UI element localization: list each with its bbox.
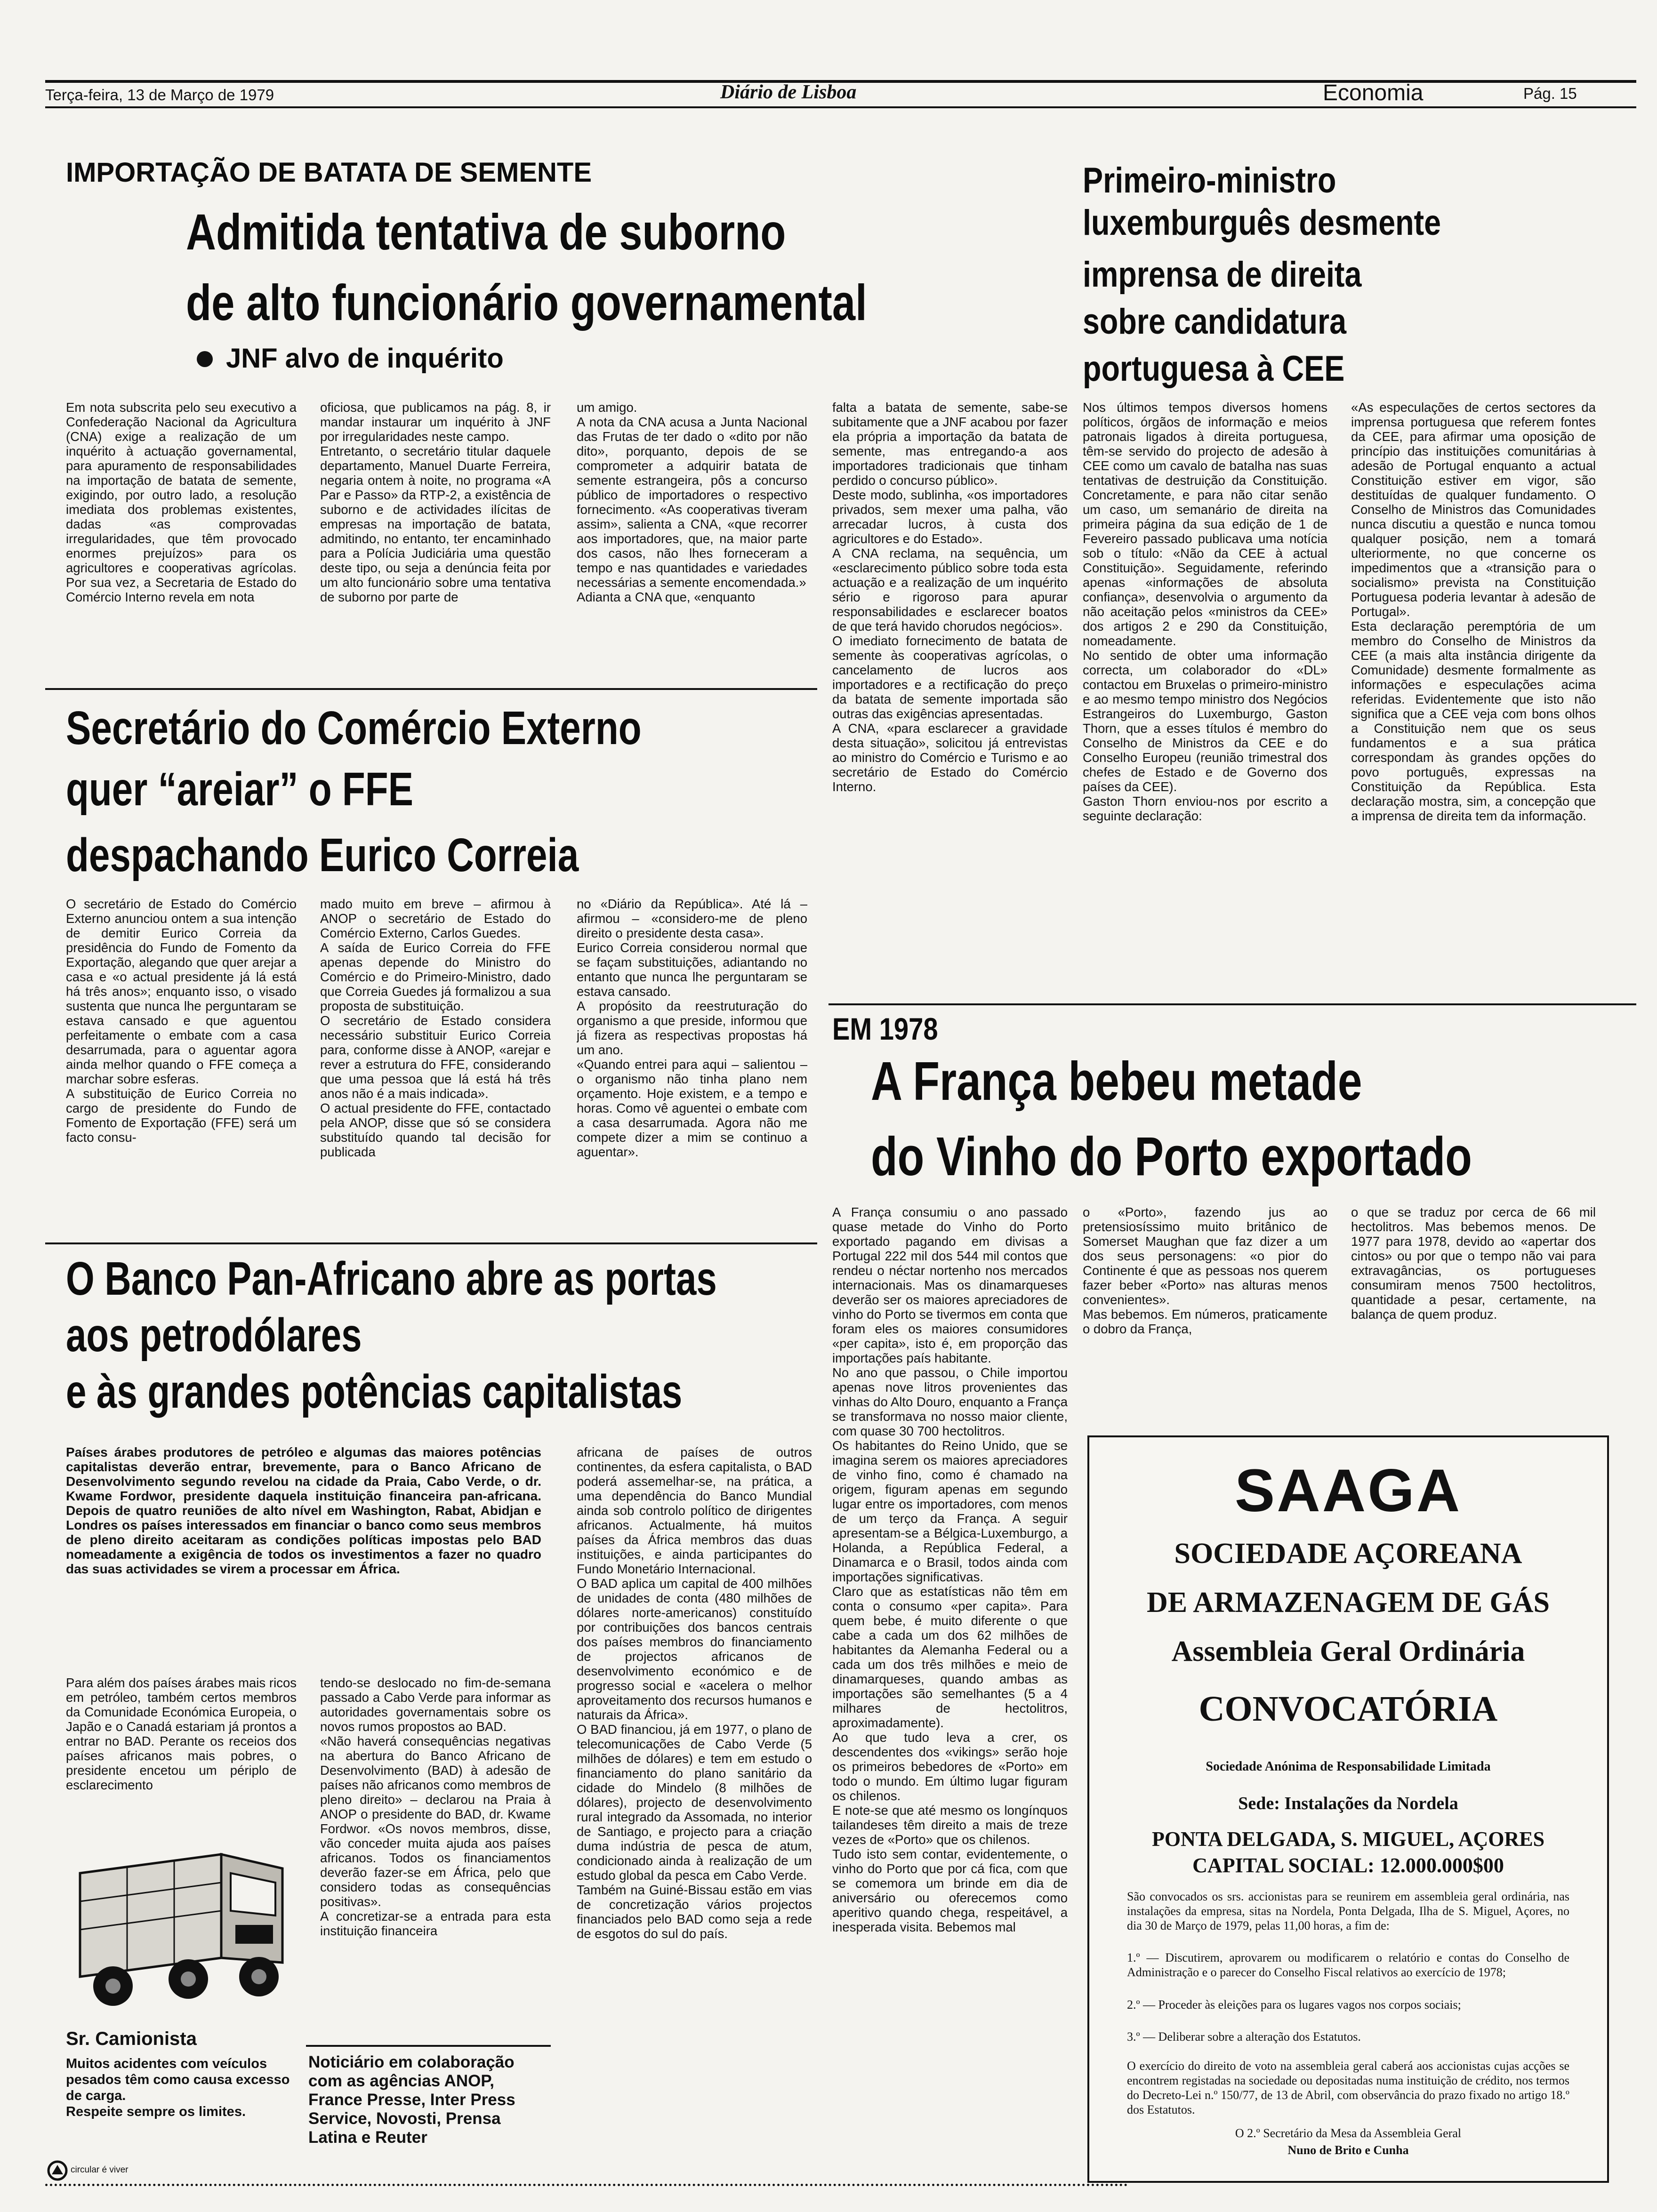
comercio-col-1: O secretário de Estado do Comércio Externo anunciou ontem a sua intenção de demitir Eurico Correia da presidência do Fundo de Fomento da Exportação, alegando que quer arejar a casa e «o actual presidente já lá está há três anos»; enquanto isso, o visado sustenta que nunca lhe perguntaram se estava cansado e que aguentou perfeitamente o embate com a casa desarrumada, para o aguentar agora ainda melhor quando o FFE começa a marchar sobre esferas. A substituição de Eurico Correia no cargo de presidente do Fundo de Fomento de Exportação (FFE) será um facto consu- — [66, 897, 297, 1145]
comercio-col-2: mado muito em breve – afirmou à ANOP o secretário de Estado do Comércio Externo, Carlos Guedes. A saída de Eurico Correia do FFE apenas depende do Ministro do Comércio e do Primeiro-Ministro, dado que Correia Guedes já formalizou a sua proposta de substituição. O secretário de Estado considera necessário substituir Eurico Correia para, conforme disse à ANOP, «arejar e rever a estrutura do FFE, considerando que uma pessoa que lá está há três anos não é a mais indicada». O actual presidente do FFE, contactado pela ANOP, disse que só se considera substituído quando tal decisão for publicada — [320, 897, 551, 1159]
lux-headline-5: portuguesa à CEE — [1083, 349, 1345, 389]
lux-headline-4: sobre candidatura — [1083, 302, 1347, 342]
vinho-col-1: A França consumiu o ano passado quase metade do Vinho do Porto exportado pagando em divisas a Portugal 222 mil dos 544 mil contos que rendeu o néctar nortenho nos mercados internacionais. Mas os dinamarqueses deverão ser os maiores apreciadores de vinho do Porto se tivermos em conta que foram eles os maiores consumidores «per capita», isto é, em proporção das importações país habitante. No ano que passou, o Chile importou apenas nove litros provenientes das vinhas do Alto Douro, enquanto a França se transformava no nosso maior cliente, com quase 30 700 hectolitros. Os habitantes do Reino Unido, que se imagina serem os maiores apreciadores de vinho fino, como é chamado na origem, figuram apenas em segundo lugar entre os importadores, com menos de um terço da França. A seguir apresentam-se a Bélgica-Luxemburgo, a Holanda, a República Federal, a Dinamarca e o Brasil, todos ainda com importações significativas. Claro que as estatísticas não têm em conta o consumo «per capita». Para quem bebe, é muito diferente o que cabe a cada um dos 62 milhões de habitantes da Alemanha Federal ou a cada um dos três milhões e meio de dinamarqueses, quando ambas as importações são semelhantes (5 a 4 milhares de hectolitros, aproximadamente). Ao que tudo leva a crer, os descendentes dos «vikings» serão hoje os primeiros bebedores de «Porto» em todo o mundo. Em último lugar figuram os chilenos. E note-se que até mesmo os longínquos tailandeses têm direito a mais de treze vezes de «Porto» que os chilenos. Tudo isto sem contar, evidentemente, o vinho do Porto que por cá fica, com que se comemora um brinde em dia de aniversário ou oferecemos como aperitivo quando chega, respeitável, a inesperada visita. Bebemos mal — [832, 1205, 1068, 1934]
header-bottom-rule — [45, 106, 1636, 108]
lux-col-2: «As especulações de certos sectores da imprensa portuguesa que referem fontes da CEE, para afirmar uma oposição de princípio das instituições comunitárias à adesão de Portugal enquanto a actual Constituição estiver em vigor, são destituídas de qualquer fundamento. O Conselho de Ministros das Comunidades nunca discutiu a questão e nunca tomou qualquer posição, nem a tomará ulteriormente, no que concerne os impedimentos que a «transição para o socialismo» prevista na Constituição Portuguesa poderia levantar à adesão de Portugal». Esta declaração peremptória de um membro do Conselho de Ministros da CEE (a mais alta instância dirigente da Comunidade) desmente formalmente as informações e especulações acima referidas. Evidentemente que isto não significa que a CEE veja com bons olhos a Constituição nem que os seus fundamentos e a sua prática correspondam às grandes opções do povo português, expressas na Constituição da República. Esta declaração mostra, sim, a concepção que a imprensa de direita tem da informação. — [1351, 400, 1596, 823]
lux-headline-1: Primeiro-ministro — [1083, 160, 1336, 200]
comercio-col-3: no «Diário da República». Até lá – afirmou – «considero-me de pleno direito o presidente desta casa». Eurico Correia considerou normal que se façam substituições, adiantando no entanto que nunca lhe perguntaram se estava cansado. A propósito da reestruturação do organismo a que preside, informou que já fizera as respectivas propostas há um ano. «Quando entrei para aqui – salientou – o organismo não tinha plano nem orçamento. Hoje existem, e a tempo e horas. Como vê aguentei o embate com a casa desarrumada. Agora não me compete dizer a mim se continuo a aguentar». — [577, 897, 807, 1159]
saaga-item-1: 1.º — Discutirem, aprovarem ou modificarem o relatório e contas do Conselho de Administração e o parecer do Conselho Fiscal relativos ao exercício de 1978; — [1127, 1951, 1569, 1979]
batata-col-3: um amigo. A nota da CNA acusa a Junta Nacional das Frutas de ter dado o «dito por não dito», porquanto, depois de se comprometer a adquirir batata de semente estrangeira, pôs a concurso público de importadores o respectivo fornecimento. «As cooperativas tiveram assim», salienta a CNA, «que recorrer aos importadores, que, na maior parte dos casos, não lhes forneceram a tempo e nas quantidades e variedades necessárias a semente encomendada.» Adianta a CNA que, «enquanto — [577, 400, 807, 604]
banco-headline-3: e às grandes potências capitalistas — [66, 1365, 683, 1418]
vinho-col-3: o que se traduz por cerca de 66 mil hectolitros. Mas bebemos menos. De 1977 para 1978, devido ao «apertar dos cintos» ou por que o tempo não vai para extravagâncias, os portugueses consumiram menos 7500 hectolitros, quantidade a pesar, certamente, na balança de quem produz. — [1351, 1205, 1596, 1322]
saaga-sede: Sede: Instalações da Nordela — [1238, 1794, 1458, 1813]
lux-col-1: Nos últimos tempos diversos homens políticos, órgãos de informação e meios patronais ligados à direita portuguesa, têm-se servido do projecto de adesão à CEE como um cavalo de batalha nas suas tentativas de destruição da Constituição. Concretamente, e para não citar senão um caso, um semanário de direita na primeira página da sua edição de 1 de Fevereiro passado publicava uma notícia sob o título: «Não da CEE à actual Constituição». Seguidamente, referindo apenas «informações de absoluta confiança», desenvolvia o argumento da não aceitação pelos «ministros da CEE» dos artigos 2 e 290 da Constituição, nomeadamente. No sentido de obter uma informação correcta, um colaborador do «DL» contactou em Bruxelas o primeiro-ministro e ao mesmo tempo ministro dos Negócios Estrangeiros do Luxemburgo, Gaston Thorn, que a esses títulos é membro do Conselho de Ministros da CEE e do Conselho Europeu (reunião trimestral dos chefes de Estado e de Governo dos países da CEE). Gaston Thorn enviou-nos por escrito a seguinte declaração: — [1083, 400, 1327, 823]
saaga-signature-2: Nuno de Brito e Cunha — [1287, 2143, 1409, 2157]
bottom-dotted-rule — [45, 2184, 1128, 2186]
truck-illustration — [61, 1835, 301, 2033]
vinho-kicker: EM 1978 — [832, 1011, 938, 1046]
vinho-headline-1: A França bebeu metade — [871, 1050, 1362, 1112]
noticiario-top-rule — [306, 2045, 551, 2047]
batata-headline-2: de alto funcionário governamental — [186, 274, 867, 331]
banco-top-rule — [45, 1242, 817, 1244]
banco-col-2: tendo-se deslocado no fim-de-semana passado a Cabo Verde para informar as autoridades governamentais sobre os novos rumos propostos ao BAD. «Não haverá consequências negativas na abertura do Banco Africano de Desenvolvimento (BAD) à adesão de países não africanos como membros de pleno direito» – declarou na Praia à ANOP o presidente do BAD, dr. Kwame Fordwor. «Os novos membros, disse, vão conceder muita ajuda aos países africanos. Todos os financiamentos deverão fazer-se em África, pelo que considero todas as consequências positivas». A concretizar-se a entrada para esta instituição financeira — [320, 1675, 551, 1938]
circulation-logo-text: circular é viver — [71, 2165, 129, 2175]
page-number: Pág. 15 — [1523, 85, 1577, 102]
comercio-headline-3: despachando Eurico Correia — [66, 829, 579, 882]
saaga-ad — [1087, 1435, 1609, 2183]
saaga-title: SAAGA — [1234, 1457, 1462, 1524]
saaga-signature-1: O 2.º Secretário da Mesa da Assembleia Geral — [1235, 2126, 1462, 2140]
comercio-headline-2: quer “areiar” o FFE — [66, 763, 413, 816]
banco-headline-1: O Banco Pan-Africano abre as portas — [66, 1252, 717, 1305]
saaga-item-3: 3.º — Deliberar sobre a alteração dos Estatutos. — [1127, 2030, 1361, 2044]
batata-col-1: Em nota subscrita pelo seu executivo a Confederação Nacional da Agricultura (CNA) exige a realização de um inquérito à actuação governamental, para apuramento de responsabilidades na importação de batata de semente, exigindo, por outro lado, a resolução imediata dos problemas existentes, dadas «as comprovadas irregularidades, que têm provocado enormes prejuízos» para os agricultores e cooperativas agrícolas. Por sua vez, a Secretaria de Estado do Comércio Interno revela em nota — [66, 400, 297, 604]
noticiario-box: Noticiário em colaboração com as agências ANOP, France Presse, Inter Press Service, Novosti, Prensa Latina e Reuter — [308, 2053, 515, 2147]
batata-headline-1: Admitida tentativa de suborno — [186, 203, 786, 260]
circulation-logo-icon — [47, 2160, 68, 2181]
banco-col-3: africana de países de outros continentes, da esfera capitalista, o BAD poderá assemelhar-se, na prática, a uma dependência do Banco Mundial ainda sob controlo político de dirigentes africanos. Actualmente, há muitos países da África membros das duas instituições, e ainda participantes do Fundo Monetário Internacional. O BAD aplica um capital de 400 milhões de unidades de conta (480 milhões de dólares norte-americanos) constituído por contribuições dos bancos centrais dos países membros do financiamento de projectos africanos de desenvolvimento económico e de progresso social e «acelera o melhor aproveitamento dos recursos humanos e naturais da África». O BAD financiou, já em 1977, o plano de telecomunicações de Cabo Verde (5 milhões de dólares) e tem em estudo o financiamento do plano sanitário da cidade do Mindelo (8 milhões de dólares), projecto de desenvolvimento rural integrado da Assomada, no interior de Santiago, e projecto para a criação duma indústria de pesca de atum, condicionado ainda à realização de um estudo global da pesca em Cabo Verde. Também na Guiné-Bissau estão em vias de concretização vários projectos financiados pelo BAD como seja a rede de esgotos do sul do país. — [577, 1445, 812, 1941]
saaga-capital: CAPITAL SOCIAL: 12.000.000$00 — [1192, 1854, 1504, 1877]
vinho-top-rule — [828, 1003, 1636, 1005]
bullet-icon — [197, 351, 213, 367]
saaga-line-3: Assembleia Geral Ordinária — [1171, 1635, 1525, 1667]
comercio-headline-1: Secretário do Comércio Externo — [66, 702, 642, 754]
saaga-address: PONTA DELGADA, S. MIGUEL, AÇORES — [1151, 1827, 1545, 1851]
camionista-title: Sr. Camionista — [66, 2028, 197, 2049]
lux-headline-2: luxemburguês desmente — [1083, 203, 1441, 243]
masthead: Diário de Lisboa — [720, 81, 857, 103]
saaga-line-4: CONVOCATÓRIA — [1199, 1689, 1498, 1729]
vinho-col-2: o «Porto», fazendo jus ao pretensiosíssimo muito britânico de Somerset Maughan que faz dizer a um dos seus personagens: «o pior do Continente é que as pessoas nos querem fazer beber «Porto» nas alturas menos convenientes». Mas bebemos. Em números, praticamente o dobro da França, — [1083, 1205, 1327, 1336]
section-title: Economia — [1323, 80, 1424, 105]
banco-col-1: Para além dos países árabes mais ricos em petróleo, também certos membros da Comunidade Económica Europeia, o Japão e o Canadá estariam já prontos a entrar no BAD. Perante os receios dos países africanos mais pobres, o presidente encetou um périplo de esclarecimento — [66, 1675, 297, 1792]
batata-kicker: IMPORTAÇÃO DE BATATA DE SEMENTE — [66, 157, 592, 188]
banco-headline-2: aos petrodólares — [66, 1309, 362, 1362]
saaga-legal-form: Sociedade Anónima de Responsabilidade Limitada — [1206, 1759, 1491, 1774]
saaga-line-1: SOCIEDADE AÇOREANA — [1174, 1538, 1522, 1570]
batata-col-4: falta a batata de semente, sabe-se subitamente que a JNF acabou por fazer ela própria a importação da batata de semente, mas entregando-a aos importadores tradicionais que tinham perdido o concurso público». Deste modo, sublinha, «os importadores privados, sem mexer uma palha, vão arrecadar lucros, à custa dos agricultores e do Estado». A CNA reclama, na sequência, um «esclarecimento público sobre toda esta actuação e a realização de um inquérito sério e rigoroso para apurar responsabilidades e esclarecer boatos de que terá havido chorudos negócios». O imediato fornecimento de batata de semente às cooperativas agrícolas, o cancelamento de lucros aos importadores e a rectificação do preço da batata de semente importada são outras das exigências apresentadas. A CNA, «para esclarecer a gravidade desta situação», solicitou já entrevistas ao ministro do Comércio e Turismo e ao secretário de Estado do Comércio Interno. — [832, 400, 1068, 794]
header-date: Terça-feira, 13 de Março de 1979 — [45, 86, 274, 104]
lux-headline-3: imprensa de direita — [1083, 255, 1362, 295]
saaga-line-2: DE ARMAZENAGEM DE GÁS — [1146, 1587, 1550, 1619]
comercio-top-rule — [45, 688, 817, 690]
banco-lead: Países árabes produtores de petróleo e algumas das maiores potências capitalistas deverão entrar, brevemente, para o Banco Africano de Desenvolvimento segundo revelou na cidade da Praia, Cabo Verde, o dr. Kwame Fordwor, presidente daquela instituição financeira pan-africana. Depois de quatro reuniões de alto nível em Washington, Rabat, Abidjan e Londres os países interessados em financiar o banco como seus membros de pleno direito aceitaram as condições políticas impostas pelo BAD nomeadamente a exigência de todos os investimentos a fazer no quadro das suas actividades se virem a processar em África. — [66, 1445, 541, 1576]
vinho-headline-2: do Vinho do Porto exportado — [871, 1126, 1472, 1187]
batata-col-2: oficiosa, que publicamos na pág. 8, ir mandar instaurar um inquérito à JNF por irregularidades neste campo. Entretanto, o secretário titular daquele departamento, Manuel Duarte Ferreira, negaria ontem à noite, no programa «A Par e Passo» da RTP-2, a existência de suborno e de actividades ilícitas de empresas na importação de batata, admitindo, no entanto, ter encaminhado para a Polícia Judiciária uma questão deste tipo, ou seja a denúncia feita por um alto funcionário sobre uma tentativa de suborno por parte de — [320, 400, 551, 604]
camionista-text: Muitos acidentes com veículos pesados têm como causa excesso de carga. Respeite sempre os limites. — [66, 2056, 290, 2119]
saaga-item-2: 2.º — Proceder às eleições para os lugares vagos nos corpos sociais; — [1127, 1998, 1461, 2012]
saaga-voting: O exercício do direito de voto na assembleia geral caberá aos accionistas cujas acções se encontrem registadas na sociedade ou depositadas numa instituição de crédito, nos termos do Decreto-Lei n.º 150/77, de 13 de Abril, com observância do prazo fixado no artigo 18.º dos Estatutos. — [1127, 2059, 1569, 2116]
saaga-intro: São convocados os srs. accionistas para se reunirem em assembleia geral ordinária, nas instalações da empresa, sitas na Nordela, Ponta Delgada, Ilha de S. Miguel, Açores, no dia 30 de Março de 1979, pelas 11,00 horas, a fim de: — [1127, 1890, 1569, 1932]
batata-subhead: JNF alvo de inquérito — [226, 343, 504, 374]
